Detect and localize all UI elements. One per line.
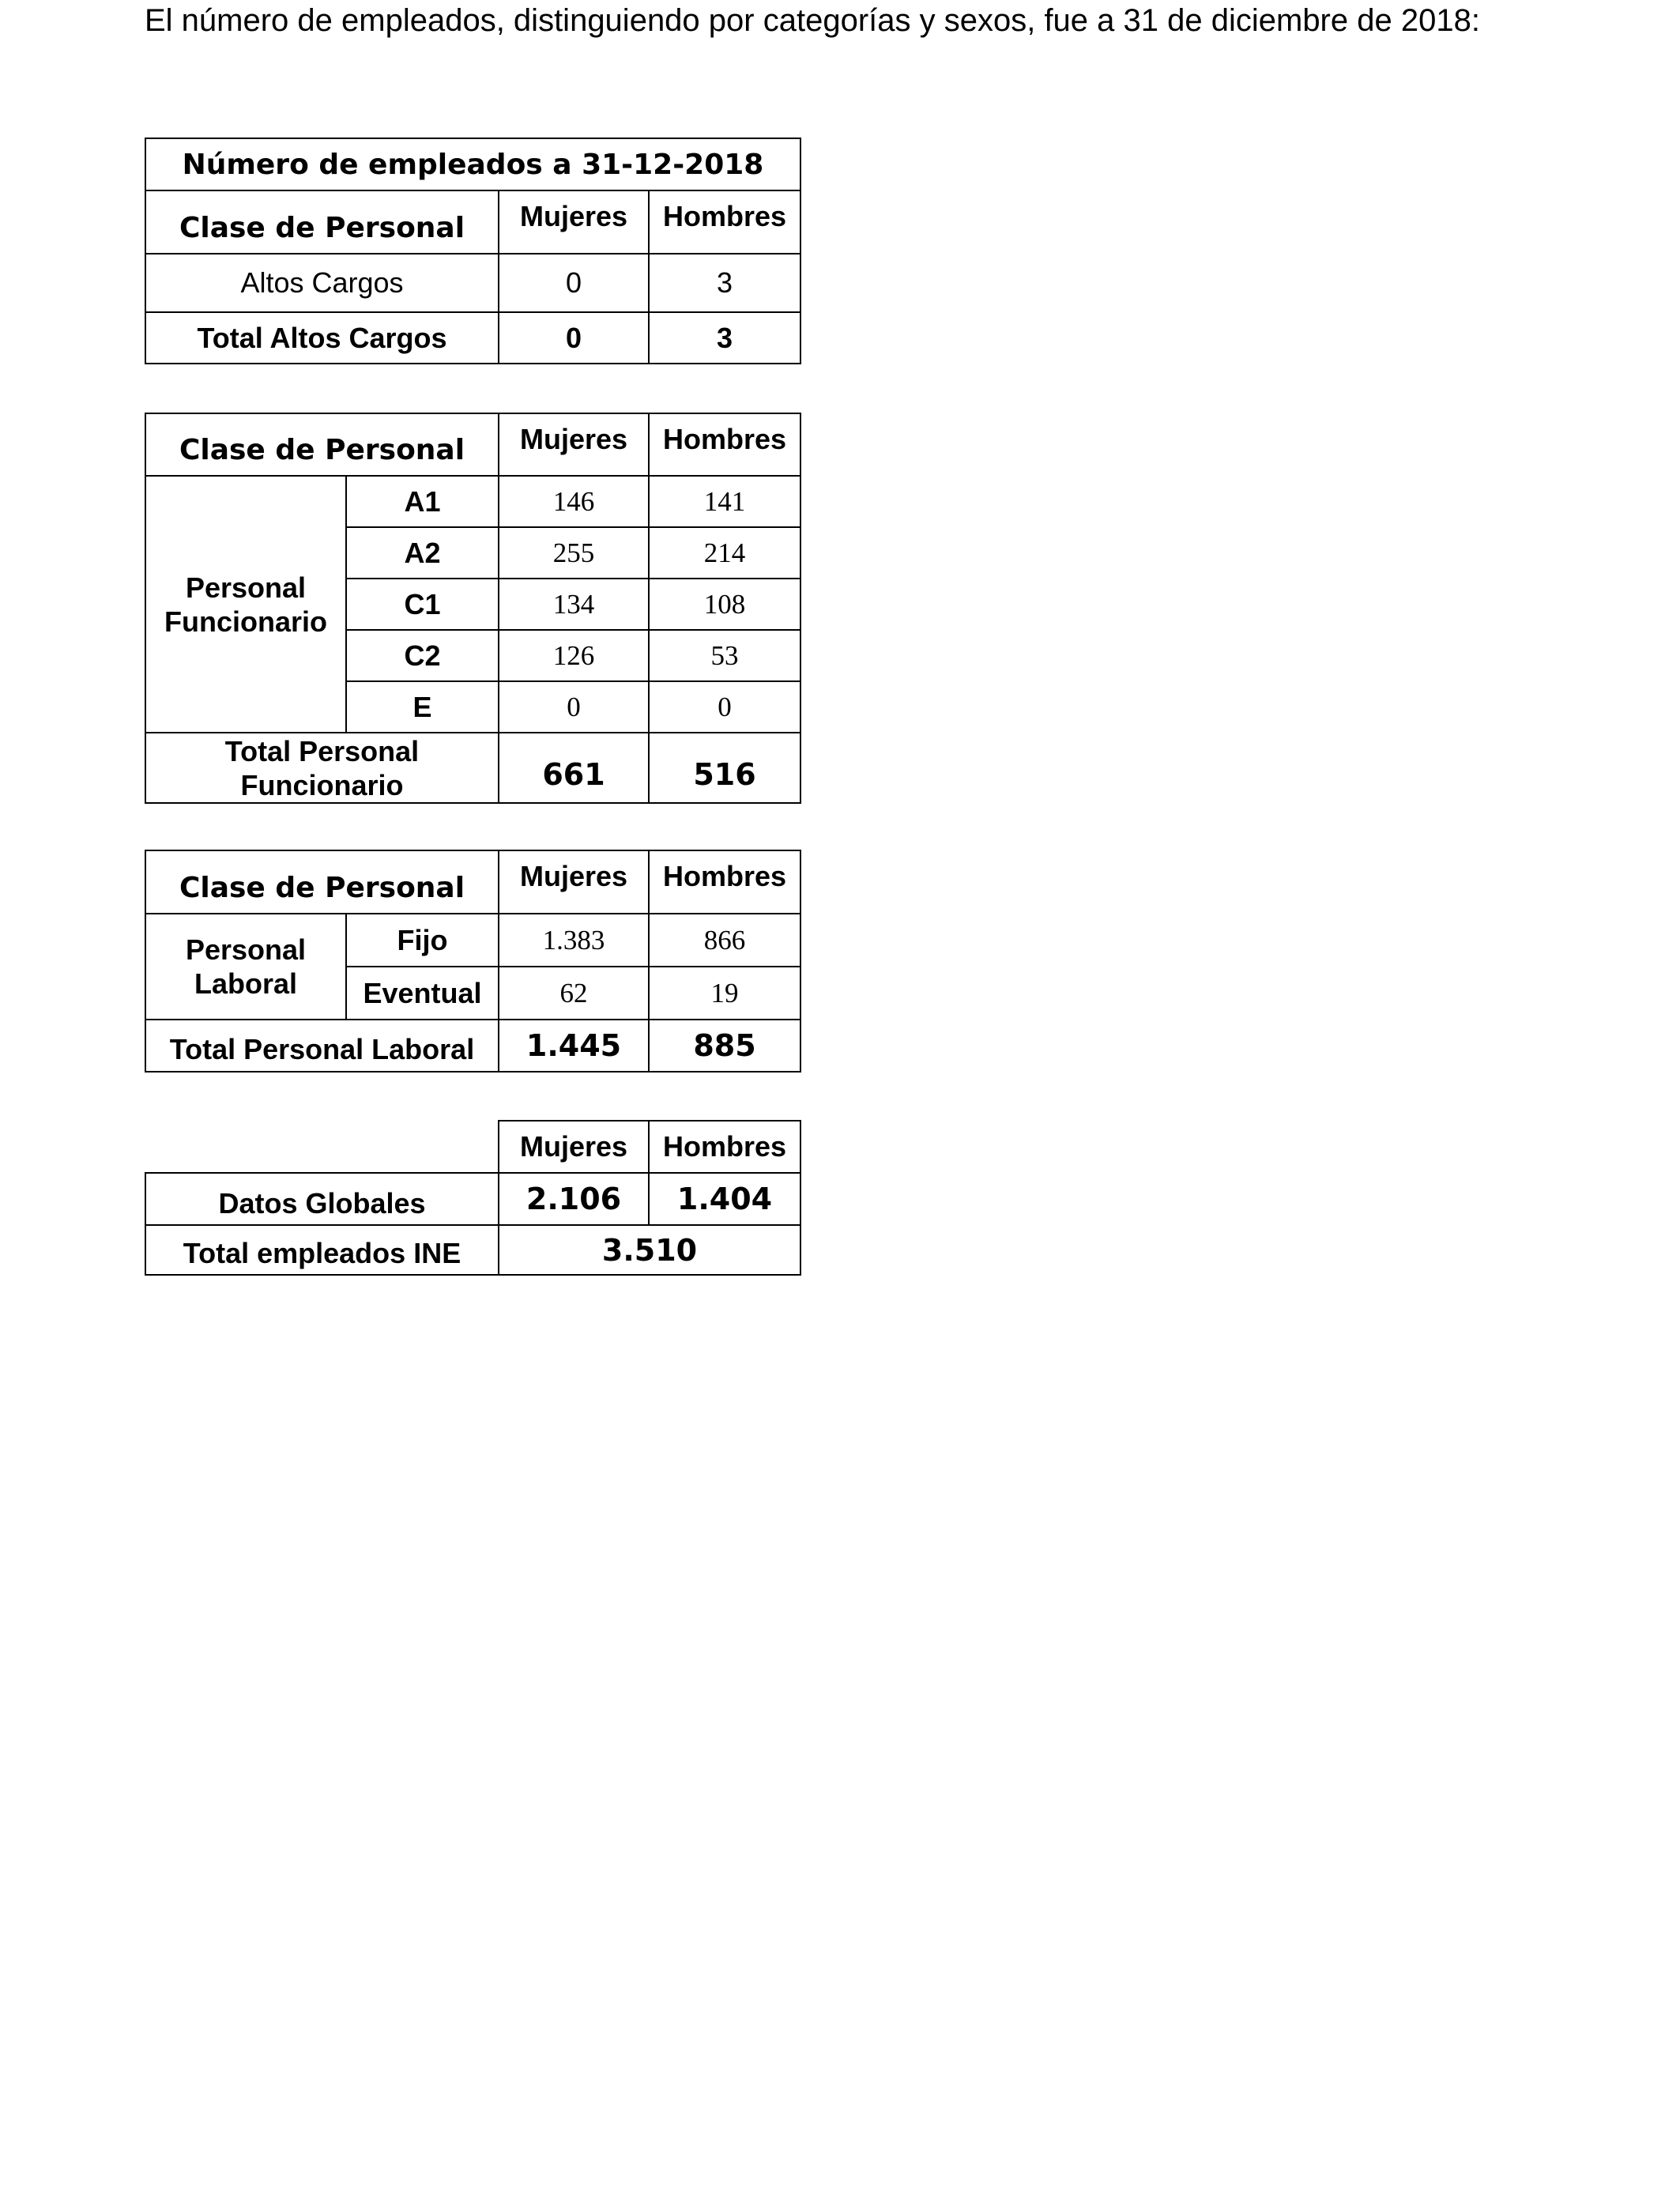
laboral-table [145, 850, 801, 1072]
total-laboral-mujeres: 1.445 [499, 1020, 649, 1072]
altos-cargos-table [145, 138, 801, 364]
category-cell: A1 [346, 476, 499, 527]
hombres-cell: 141 [649, 476, 800, 527]
mujeres-cell: 146 [499, 476, 649, 527]
total-altos-cargos-hombres: 3 [649, 312, 800, 364]
hombres-header: Hombres [649, 1121, 800, 1173]
hombres-header: Hombres [649, 850, 800, 914]
hombres-cell: 214 [649, 527, 800, 579]
datos-globales-label: Datos Globales [145, 1173, 499, 1225]
category-cell: A2 [346, 527, 499, 579]
total-funcionario-label: Total Personal Funcionario [145, 733, 499, 803]
altos-cargos-mujeres: 0 [499, 254, 649, 312]
clase-header: Clase de Personal [145, 190, 499, 254]
total-altos-cargos-label: Total Altos Cargos [145, 312, 499, 364]
hombres-cell: 0 [649, 681, 800, 733]
intro-paragraph: El número de empleados, distinguiendo por categorías y sexos, fue a 31 de diciembre de 2018: [145, 3, 1480, 38]
mujeres-header: Mujeres [499, 850, 649, 914]
category-cell: C1 [346, 579, 499, 630]
total-funcionario-mujeres: 661 [499, 733, 649, 803]
clase-header: Clase de Personal [145, 850, 499, 914]
hombres-cell: 53 [649, 630, 800, 681]
total-laboral-hombres: 885 [649, 1020, 800, 1072]
clase-header: Clase de Personal [145, 413, 499, 476]
category-cell: Fijo [346, 914, 499, 967]
personal-laboral-label: Personal Laboral [145, 914, 346, 1020]
hombres-cell: 866 [649, 914, 800, 967]
hombres-cell: 108 [649, 579, 800, 630]
total-empleados-label: Total empleados INE [145, 1225, 499, 1275]
mujeres-header: Mujeres [499, 1121, 649, 1173]
globales-mujeres: 2.106 [499, 1173, 649, 1225]
mujeres-cell: 255 [499, 527, 649, 579]
altos-cargos-hombres: 3 [649, 254, 800, 312]
category-cell: Eventual [346, 967, 499, 1020]
mujeres-cell: 1.383 [499, 914, 649, 967]
mujeres-cell: 0 [499, 681, 649, 733]
personal-funcionario-label: Personal Funcionario [145, 476, 346, 733]
table-title: Número de empleados a 31-12-2018 [145, 138, 800, 190]
total-empleados-value: 3.510 [499, 1225, 800, 1275]
hombres-header: Hombres [649, 190, 800, 254]
category-cell: E [346, 681, 499, 733]
mujeres-header: Mujeres [499, 190, 649, 254]
mujeres-cell: 126 [499, 630, 649, 681]
altos-cargos-label: Altos Cargos [145, 254, 499, 312]
funcionario-table [145, 413, 801, 804]
hombres-header: Hombres [649, 413, 800, 476]
globales-table [145, 1120, 801, 1276]
globales-hombres: 1.404 [649, 1173, 800, 1225]
total-laboral-label: Total Personal Laboral [145, 1020, 499, 1072]
mujeres-header: Mujeres [499, 413, 649, 476]
total-altos-cargos-mujeres: 0 [499, 312, 649, 364]
hombres-cell: 19 [649, 967, 800, 1020]
category-cell: C2 [346, 630, 499, 681]
mujeres-cell: 134 [499, 579, 649, 630]
mujeres-cell: 62 [499, 967, 649, 1020]
total-funcionario-hombres: 516 [649, 733, 800, 803]
empty-header-cell [145, 1121, 499, 1173]
